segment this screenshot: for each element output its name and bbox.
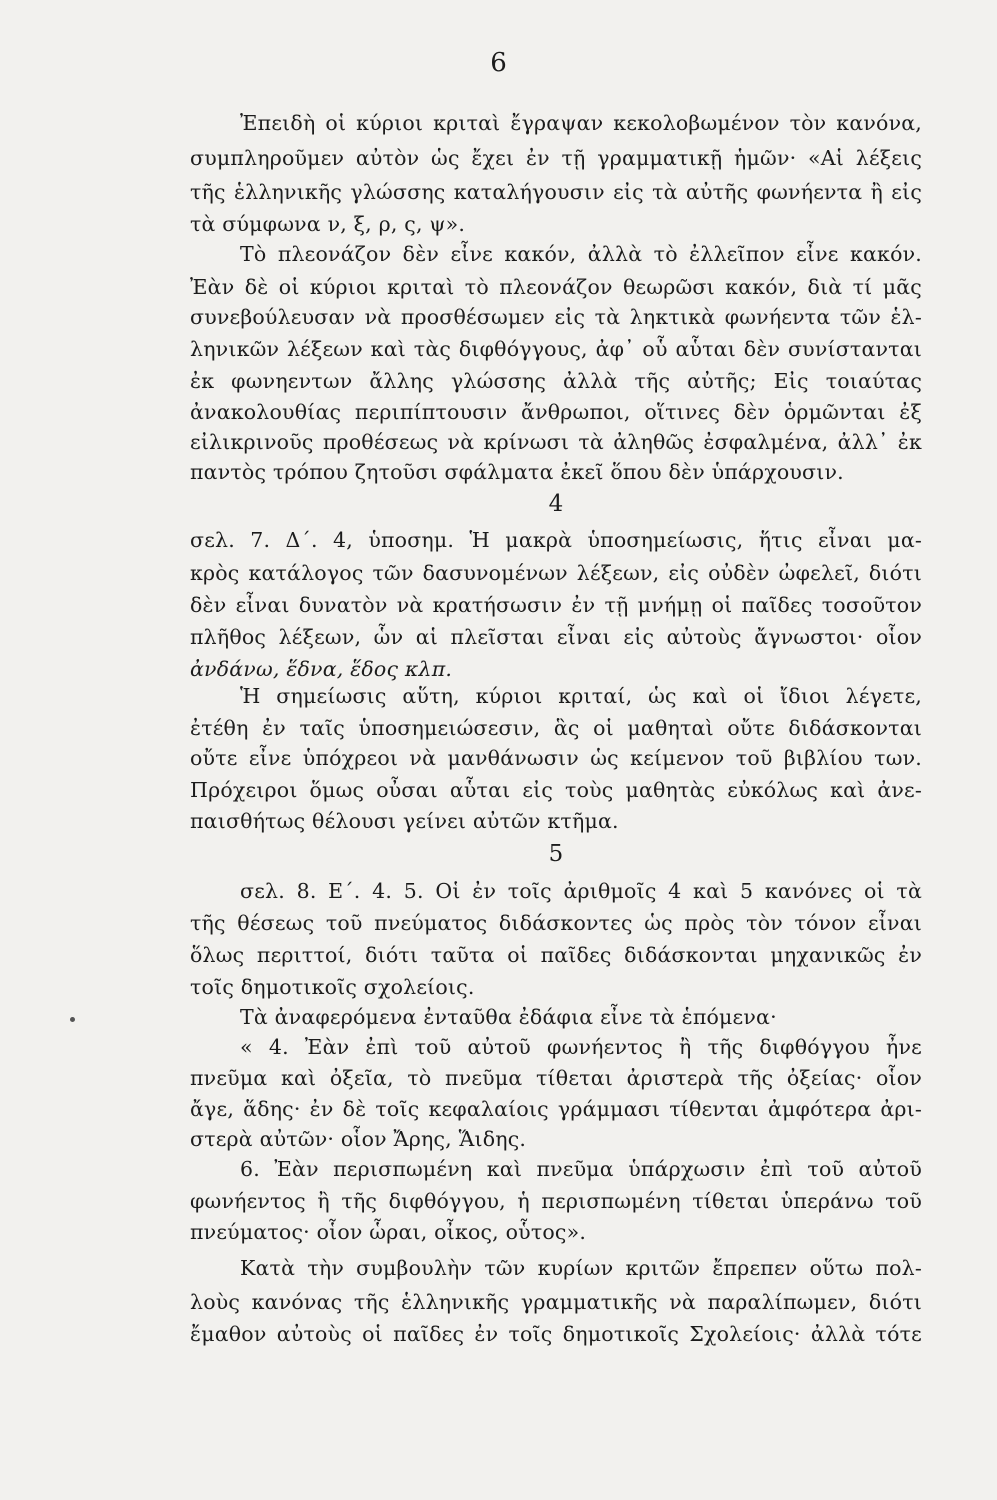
text-line: σελ. 8. Ε΄. 4. 5. Οἱ ἐν τοῖς ἀριθμοῖς 4 καὶ 5 κανόνες οἱ τὰ bbox=[240, 879, 922, 903]
text-line: ἐκ φωνηεντων ἄλλης γλώσσης ἀλλὰ τῆς αὐτῆς; Εἰς τοιαύτας bbox=[190, 369, 922, 393]
text-line: πνεῦμα καὶ ὀξεῖα, τὸ πνεῦμα τίθεται ἀριστερὰ τῆς ὀξείας· οἷον bbox=[190, 1066, 922, 1090]
text-line: Κατὰ τὴν συμβουλὴν τῶν κυρίων κριτῶν ἔπρεπεν οὕτω πολ- bbox=[240, 1256, 922, 1280]
ink-spot bbox=[70, 1017, 75, 1022]
text-line: ἄγε, ἅδης· ἐν δὲ τοῖς κεφαλαίοις γράμμασι τίθενται ἀμφότερα ἀρι- bbox=[190, 1097, 922, 1121]
text-line: σελ. 7. Δ΄. 4, ὑποσημ. Ἡ μακρὰ ὑποσημείωσις, ἥτις εἶναι μα- bbox=[190, 528, 922, 552]
text-line: ληνικῶν λέξεων καὶ τὰς διφθόγγους, ἀφ᾽ οὗ αὗται δὲν συνίστανται bbox=[190, 337, 922, 361]
text-line: Ἡ σημείωσις αὕτη, κύριοι κριταί, ὡς καὶ οἱ ἴδιοι λέγετε, bbox=[240, 684, 922, 708]
text-line: ἐτέθη ἐν ταῖς ὑποσημειώσεσιν, ἃς οἱ μαθηταὶ οὔτε διδάσκονται bbox=[190, 716, 922, 740]
text-line: οὔτε εἶνε ὑπόχρεοι νὰ μανθάνωσιν ὡς κείμενον τοῦ βιβλίου των. bbox=[190, 746, 922, 770]
text-line: εἰλικρινοῦς προθέσεως νὰ κρίνωσι τὰ ἀληθῶς ἐσφαλμένα, ἀλλ᾽ ἐκ bbox=[190, 430, 922, 454]
section-number: 4 bbox=[548, 491, 564, 517]
section-number: 5 bbox=[548, 841, 564, 867]
text-line: Ἐὰν δὲ οἱ κύριοι κριταὶ τὸ πλεονάζον θεωρῶσι κακόν, διὰ τί μᾶς bbox=[190, 275, 922, 299]
text-line: 6. Ἐὰν περισπωμένη καὶ πνεῦμα ὑπάρχωσιν ἐπὶ τοῦ αὐτοῦ bbox=[240, 1157, 922, 1181]
text-line: δὲν εἶναι δυνατὸν νὰ κρατήσωσιν ἐν τῇ μνήμῃ οἱ παῖδες τοσοῦτον bbox=[190, 593, 922, 617]
text-line: τῆς θέσεως τοῦ πνεύματος διδάσκοντες ὡς πρὸς τὸν τόνον εἶναι bbox=[190, 911, 922, 935]
text-line: ἀνδάνω, ἕδνα, ἕδος κλπ. bbox=[190, 657, 453, 681]
text-line: Τὸ πλεονάζον δὲν εἶνε κακόν, ἀλλὰ τὸ ἐλλεῖπον εἶνε κακόν. bbox=[240, 242, 922, 266]
text-line: φωνήεντος ἢ τῆς διφθόγγου, ἡ περισπωμένη τίθεται ὑπεράνω τοῦ bbox=[190, 1189, 922, 1213]
text-line: τοῖς δημοτικοῖς σχολείοις. bbox=[190, 975, 475, 999]
text-line: πλῆθος λέξεων, ὧν αἱ πλεῖσται εἶναι εἰς αὐτοὺς ἄγνωστοι· οἷον bbox=[190, 625, 922, 649]
text-line: συμπληροῦμεν αὐτὸν ὡς ἔχει ἐν τῇ γραμματικῇ ἡμῶν· «Αἱ λέξεις bbox=[190, 146, 922, 170]
text-line: στερὰ αὐτῶν· οἷον Ἄρης, Ἅιδης. bbox=[190, 1127, 527, 1151]
text-line: παντὸς τρόπου ζητοῦσι σφάλματα ἐκεῖ ὅπου δὲν ὑπάρχουσιν. bbox=[190, 460, 844, 484]
text-line: Τὰ ἀναφερόμενα ἐνταῦθα ἐδάφια εἶνε τὰ ἑπόμενα· bbox=[240, 1005, 777, 1029]
text-line: ἀνακολουθίας περιπίπτουσιν ἄνθρωποι, οἵτινες δὲν ὁρμῶνται ἐξ bbox=[190, 400, 922, 424]
text-line: παισθήτως θέλουσι γείνει αὐτῶν κτῆμα. bbox=[190, 809, 619, 833]
text-line: « 4. Ἐὰν ἐπὶ τοῦ αὐτοῦ φωνήεντος ἢ τῆς διφθόγγου ἦνε bbox=[240, 1035, 922, 1059]
text-line: πνεύματος· οἷον ὧραι, οἶκος, οὗτος». bbox=[190, 1220, 587, 1244]
text-line: συνεβούλευσαν νὰ προσθέσωμεν εἰς τὰ ληκτικὰ φωνήεντα τῶν ἑλ- bbox=[190, 305, 922, 329]
text-line: Ἐπειδὴ οἱ κύριοι κριταὶ ἔγραψαν κεκολοβωμένον τὸν κανόνα, bbox=[240, 111, 922, 135]
text-line: Πρόχειροι ὅμως οὖσαι αὗται εἰς τοὺς μαθητὰς εὐκόλως καὶ ἀνε- bbox=[190, 778, 922, 802]
text-line: τὰ σύμφωνα ν, ξ, ρ, ς, ψ». bbox=[190, 212, 466, 236]
page-number: 6 bbox=[490, 48, 507, 78]
text-line: ὅλως περιττοί, διότι ταῦτα οἱ παῖδες διδάσκονται μηχανικῶς ἐν bbox=[190, 943, 922, 967]
text-line: ἔμαθον αὐτοὺς οἱ παῖδες ἐν τοῖς δημοτικοῖς Σχολείοις· ἀλλὰ τότε bbox=[190, 1322, 922, 1346]
text-line: λοὺς κανόνας τῆς ἑλληνικῆς γραμματικῆς νὰ παραλίπωμεν, διότι bbox=[190, 1290, 922, 1314]
text-line: τῆς ἑλληνικῆς γλώσσης καταλήγουσιν εἰς τὰ αὐτῆς φωνήεντα ἢ εἰς bbox=[190, 180, 922, 204]
text-line: κρὸς κατάλογος τῶν δασυνομένων λέξεων, εἰς οὐδὲν ὠφελεῖ, διότι bbox=[190, 561, 922, 585]
